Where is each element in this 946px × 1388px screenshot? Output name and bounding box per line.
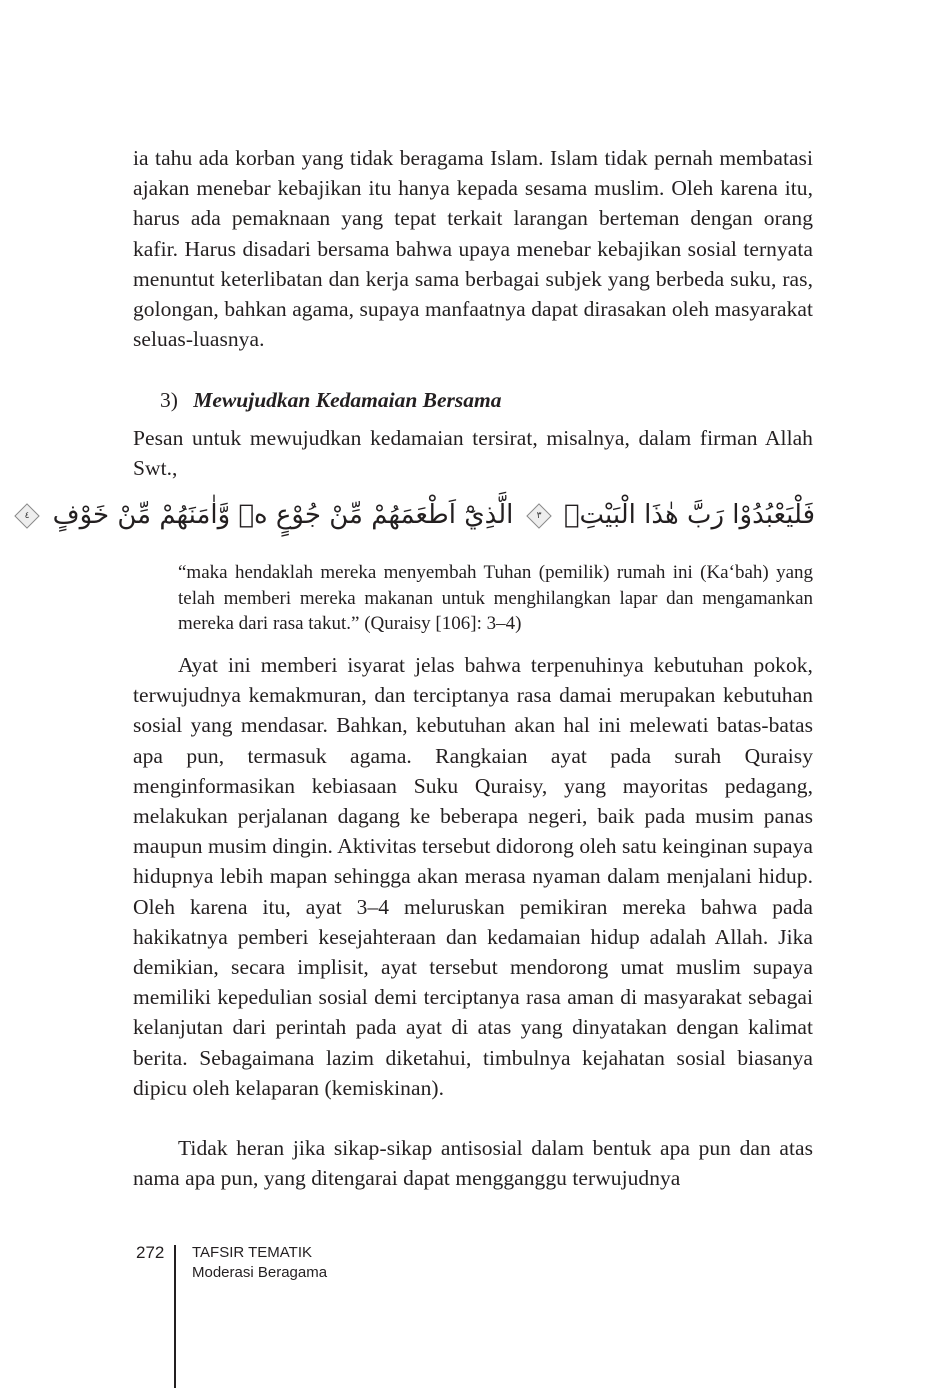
ayah-marker-icon: [526, 503, 551, 528]
ayah-marker-icon: [15, 503, 40, 528]
quran-verse: [24, 495, 815, 535]
verse-part-3: فَلْيَعْبُدُوْا رَبَّ هٰذَا الْبَيْتِۙ: [563, 500, 815, 530]
section-title: Mewujudkan Kedamaian Bersama: [193, 388, 502, 412]
book-title: TAFSIR TEMATIK: [192, 1244, 313, 1261]
paragraph-continues: Tidak heran jika sikap-sikap antisosial dalam bentuk apa pun dan atas nama apa pun, yang ditengarai dapat mengganggu terwujudnya: [133, 1136, 813, 1191]
verse-translation: “maka hendaklah mereka menyembah Tuhan (pemilik) rumah ini (Ka‘bah) yang telah memberi mereka makanan untuk menghilangkan lapar dan mengamankan mereka dari rasa takut.” (Quraisy [106]: 3–4): [178, 562, 813, 634]
section-heading: [160, 385, 502, 415]
paragraph-intro: Pesan untuk mewujudkan kedamaian tersirat, misalnya, dalam firman Allah Swt.,: [133, 426, 813, 481]
section-number: 3): [160, 388, 178, 412]
ayah-number: ٣: [536, 510, 542, 521]
verse-part-4: الَّذِيْٓ اَطْعَمَهُمْ مِّنْ جُوْعٍ ەۙ وَّاٰمَنَهُمْ مِّنْ خَوْفٍ: [52, 500, 514, 530]
ayah-number: ٤: [24, 510, 30, 521]
book-subtitle: Moderasi Beragama: [192, 1264, 328, 1281]
paragraph-explanation: Ayat ini memberi isyarat jelas bahwa terpenuhinya kebutuhan pokok, terwujudnya kemakmuran, dan terciptanya rasa damai merupakan kebutuhan sosial yang mendasar. Bahkan, kebutuhan akan hal ini melewati batas-batas apa pun, termasuk agama. Rangkaian ayat pada surah Quraisy menginformasikan kebiasaan Suku Quraisy, yang mayoritas pedagang, melakukan perjalanan dagang ke beberapa negeri, baik pada musim panas maupun musim dingin. Aktivitas tersebut didorong oleh satu keinginan supaya hidupnya lebih mapan sehingga akan merasa nyaman dalam menjalani hidup. Oleh karena itu, ayat 3–4 meluruskan pemikiran mereka bahwa pada hakikatnya pemberi kesejahteraan dan kedamaian hidup adalah Allah. Jika demikian, secara implisit, ayat tersebut mendorong umat muslim supaya memiliki kepedulian sosial demi terciptanya rasa aman di masyarakat sebagai kelanjutan dari perintah pada ayat di atas yang dinyatakan dengan kalimat berita. Sebagaimana lazim diketahui, timbulnya kejahatan sosial biasanya dipicu oleh kelaparan (kemiskinan).: [133, 653, 813, 1100]
page-number: 272: [136, 1243, 165, 1262]
running-footer: [192, 1243, 327, 1283]
paragraph-continued: ia tahu ada korban yang tidak beragama Islam. Islam tidak pernah membatasi ajakan menebar kebajikan itu hanya kepada sesama muslim. Oleh karena itu, harus ada pemaknaan yang tepat terkait larangan berteman dengan orang kafir. Harus disadari bersama bahwa upaya menebar kebajikan sosial ternyata menuntut keterlibatan dan kerja sama berbagai subjek yang berbeda suku, ras, golongan, bahkan agama, supaya manfaatnya dapat dirasakan oleh masyarakat seluas-luasnya.: [133, 146, 813, 352]
footer-divider: [174, 1245, 176, 1388]
